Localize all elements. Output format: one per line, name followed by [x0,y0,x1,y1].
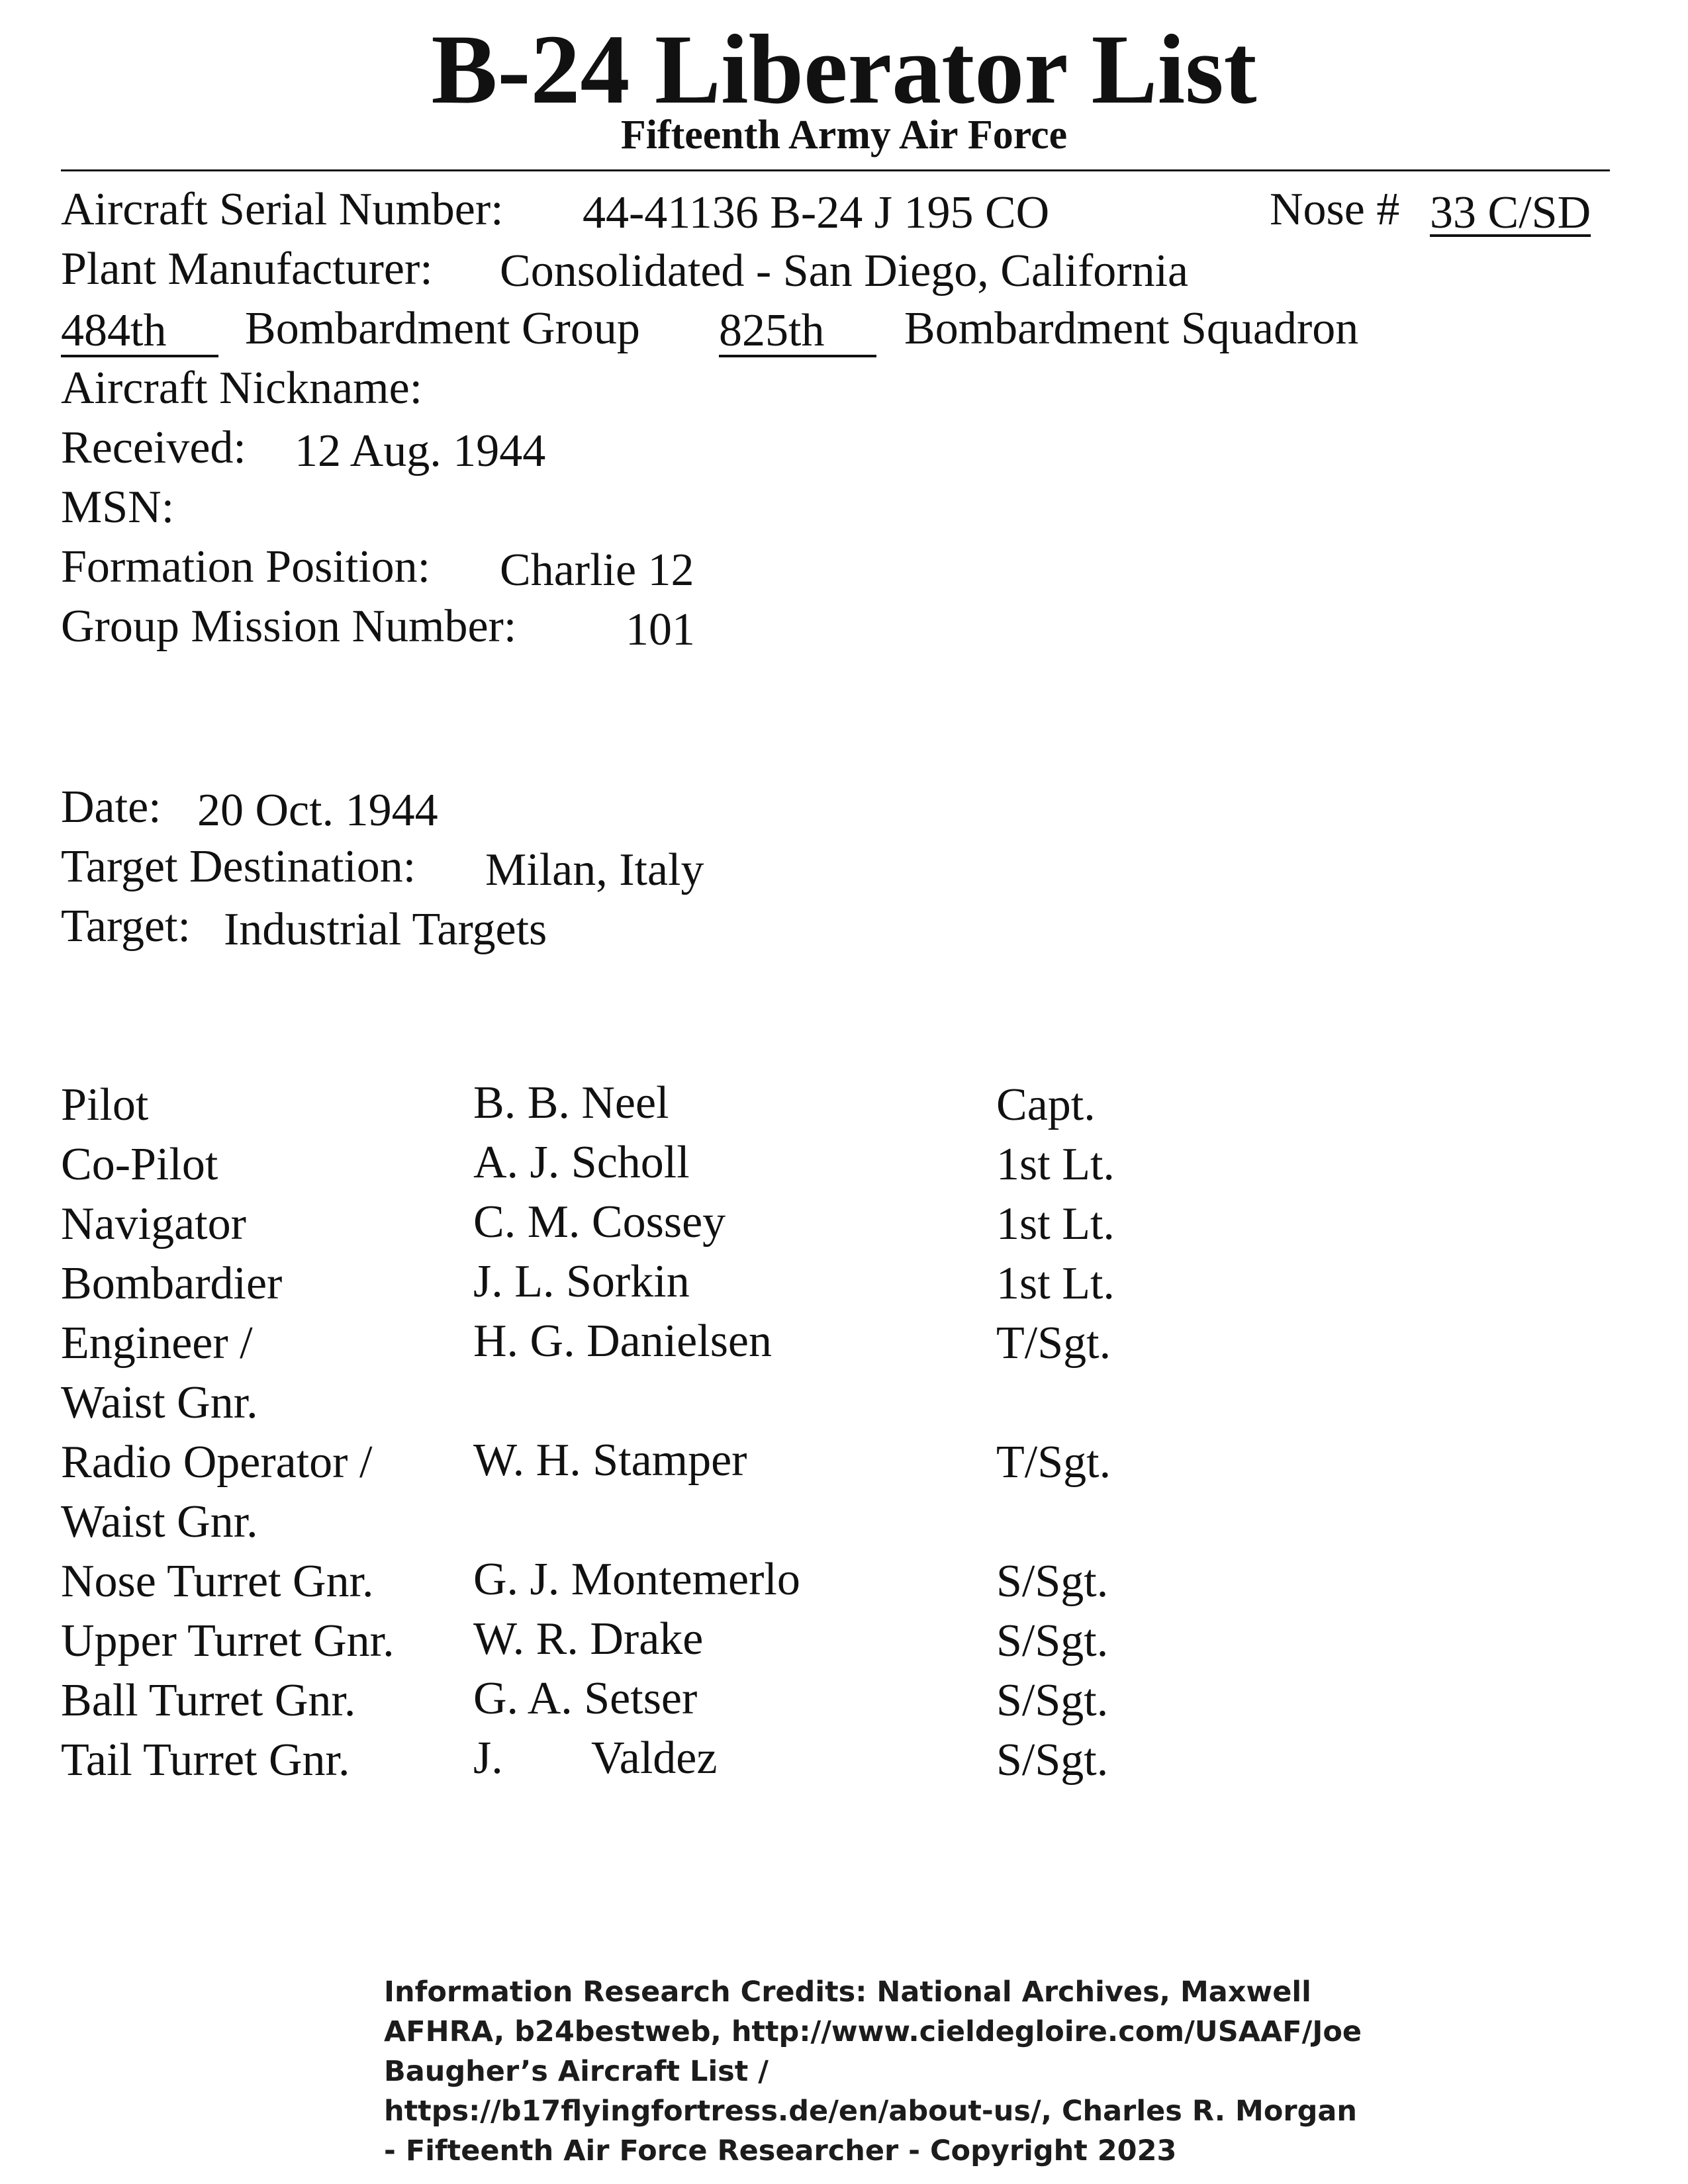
nickname-label: Aircraft Nickname: [61,363,423,414]
crew-name: W. H. Stamper [473,1435,747,1486]
date-value: 20 Oct. 1944 [197,785,438,836]
crew-name: W. R. Drake [473,1614,704,1664]
crew-rank: T/Sgt. [996,1318,1111,1369]
squadron-label: Bombardment Squadron [904,303,1359,354]
date-label: Date: [61,782,162,833]
crew-name-last: Valdez [591,1733,718,1784]
crew-rank: S/Sgt. [996,1675,1109,1726]
target-value: Industrial Targets [224,904,547,955]
serial-label: Aircraft Serial Number: [61,184,504,235]
crew-position-line2: Waist Gnr. [61,1496,258,1547]
squadron-underline [719,355,876,357]
crew-position: Radio Operator / [61,1437,373,1488]
serial-value: 44-41136 B-24 J 195 CO [583,187,1050,238]
crew-rank: 1st Lt. [996,1139,1115,1190]
crew-position: Tail Turret Gnr. [61,1735,350,1786]
crew-name: J. L. Sorkin [473,1256,690,1307]
group-label: Bombardment Group [245,303,640,354]
crew-rank: S/Sgt. [996,1615,1109,1666]
received-value: 12 Aug. 1944 [295,426,546,477]
formation-label: Formation Position: [61,541,431,592]
plant-value: Consolidated - San Diego, California [500,246,1189,296]
crew-rank: 1st Lt. [996,1258,1115,1309]
page-title: B-24 Liberator List [431,15,1257,124]
group-value: 484th [61,305,167,356]
header-divider [61,169,1610,171]
formation-value: Charlie 12 [500,545,694,596]
crew-position: Navigator [61,1199,246,1250]
crew-position: Pilot [61,1079,149,1130]
msn-label: MSN: [61,482,175,533]
crew-rank: 1st Lt. [996,1199,1115,1250]
crew-name: A. J. Scholl [473,1137,690,1188]
squadron-value: 825th [719,305,825,356]
crew-position: Engineer / [61,1318,253,1369]
credits-text: Information Research Credits: National Archives, Maxwell AFHRA, b24bestweb, http://www.cieldegloire.com/USAAF/Joe Baugher’s Aircraft List / https://b17flyingfortress.de/en/about-us/, Charles R. Morgan - Fifteenth Air Force Researcher - Copyright 2023 [384,1976,1362,2167]
crew-rank: T/Sgt. [996,1437,1111,1488]
destination-value: Milan, Italy [485,844,704,895]
crew-position: Nose Turret Gnr. [61,1556,374,1607]
crew-position: Upper Turret Gnr. [61,1615,395,1666]
crew-name: C. M. Cossey [473,1197,726,1248]
group-underline [61,355,218,357]
crew-name: J. [473,1733,503,1784]
nose-label: Nose # [1270,184,1400,235]
crew-rank: Capt. [996,1079,1096,1130]
page-subtitle: Fifteenth Army Air Force [620,113,1068,158]
crew-name: H. G. Danielsen [473,1316,773,1367]
crew-position: Co-Pilot [61,1139,218,1190]
crew-rank: S/Sgt. [996,1556,1109,1607]
plant-label: Plant Manufacturer: [61,244,433,295]
crew-position: Ball Turret Gnr. [61,1675,356,1726]
mission-number-label: Group Mission Number: [61,601,517,652]
crew-name: B. B. Neel [473,1077,669,1128]
mission-number-value: 101 [626,604,695,655]
crew-name: G. A. Setser [473,1673,698,1724]
received-label: Received: [61,422,246,473]
crew-position: Bombardier [61,1258,283,1309]
crew-rank: S/Sgt. [996,1735,1109,1786]
crew-position-line2: Waist Gnr. [61,1377,258,1428]
nose-value: 33 C/SD [1430,187,1591,238]
target-label: Target: [61,901,191,952]
crew-name: G. J. Montemerlo [473,1554,800,1605]
destination-label: Target Destination: [61,841,416,892]
